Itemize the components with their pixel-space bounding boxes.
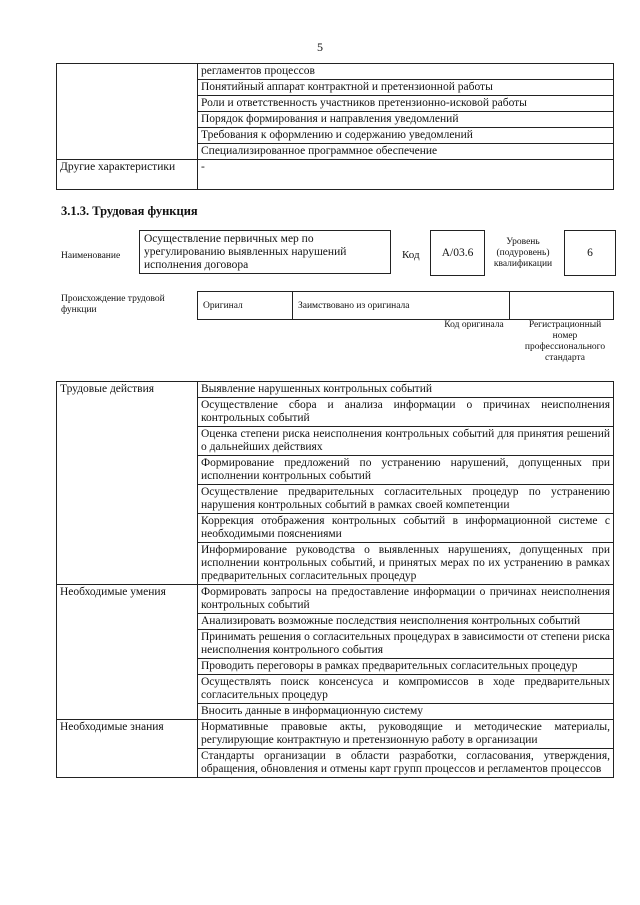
table-cell: Осуществлять поиск консенсуса и компромиссов в ходе предварительных согласительных процедур [198,675,614,704]
origin-borrowed-cell: Заимствовано из оригинала [293,292,510,320]
qualification-level-box: 6 [564,230,616,276]
table-row [57,64,614,80]
table-cell: Нормативные правовые акты, руководящие и методические материалы, регулирующие контрактную и претензионную работу в организации [198,720,614,749]
other-characteristics-value: - [198,160,614,190]
table-cell: Выявление нарушенных контрольных событий [198,382,614,398]
labor-actions-label: Трудовые действия [57,382,198,585]
required-skills-label: Необходимые умения [57,585,198,720]
registration-number-caption: Регистрационный номер профессионального стандарта [524,320,606,363]
section-title: 3.1.3. Трудовая функция [61,204,198,218]
table-cell: Анализировать возможные последствия неисполнения контрольных событий [198,614,614,630]
function-name-box: Осуществление первичных мер по урегулированию выявленных нарушений исполнения договора [139,230,391,274]
table-cell: Стандарты организации в области разработки, согласования, утверждения, обращения, обновления и отмены карт групп процессов и регламентов процессов [198,749,614,778]
table-cell: регламентов процессов [198,64,614,80]
code-original-caption: Код оригинала [444,320,504,330]
table-cell: Вносить данные в информационную систему [198,704,614,720]
function-code-box: А/03.6 [430,230,485,276]
name-label: Наименование [61,251,121,261]
table-cell: Осуществление предварительных согласительных процедур по устранению нарушения контрольных событий в рамках своей компетенции [198,485,614,514]
table-cell: Принимать решения о согласительных процедурах в зависимости от степени риска неисполнения контрольного события [198,630,614,659]
table-row [57,720,614,749]
table-cell: Понятийный аппарат контрактной и претензионной работы [198,80,614,96]
table-cell: Осуществление сбора и анализа информации о причинах неисполнения контрольных событий [198,398,614,427]
table-cell: Информирование руководства о выявленных нарушениях, допущенных при исполнении контрольных событий, и принятых мерах по их устранению в рамках предварительных согласительных процедур [198,543,614,585]
knowledge-continuation-table [56,63,614,190]
origin-code-cell [510,292,614,320]
table-cell: Проводить переговоры в рамках предварительных согласительных процедур [198,659,614,675]
table-row [198,292,614,320]
labor-function-table [56,381,614,778]
table-cell: Требования к оформлению и содержанию уведомлений [198,128,614,144]
table-cell: Коррекция отображения контрольных событий в информационной системе с необходимыми пояснениями [198,514,614,543]
origin-table [197,291,614,320]
table-cell: Специализированное программное обеспечение [198,144,614,160]
page-number: 5 [317,40,323,54]
table-cell: Порядок формирования и направления уведомлений [198,112,614,128]
origin-original-cell: Оригинал [198,292,293,320]
table-row [57,585,614,614]
table-row [57,382,614,398]
other-characteristics-label: Другие характеристики [57,160,198,190]
table-cell: Роли и ответственность участников претензионно-исковой работы [198,96,614,112]
table-cell: Оценка степени риска неисполнения контрольных событий для принятия решений о дальнейших действиях [198,427,614,456]
code-label: Код [402,249,420,261]
origin-label: Происхождение трудовой функции [61,294,165,315]
table-cell: Формировать запросы на предоставление информации о причинах неисполнения контрольных событий [198,585,614,614]
level-label: Уровень (подуровень) квалификации [493,237,553,269]
empty-label-cell [57,64,198,160]
required-knowledge-label: Необходимые знания [57,720,198,778]
table-row [57,160,614,190]
table-cell: Формирование предложений по устранению нарушений, допущенных при исполнении контрольных событий [198,456,614,485]
